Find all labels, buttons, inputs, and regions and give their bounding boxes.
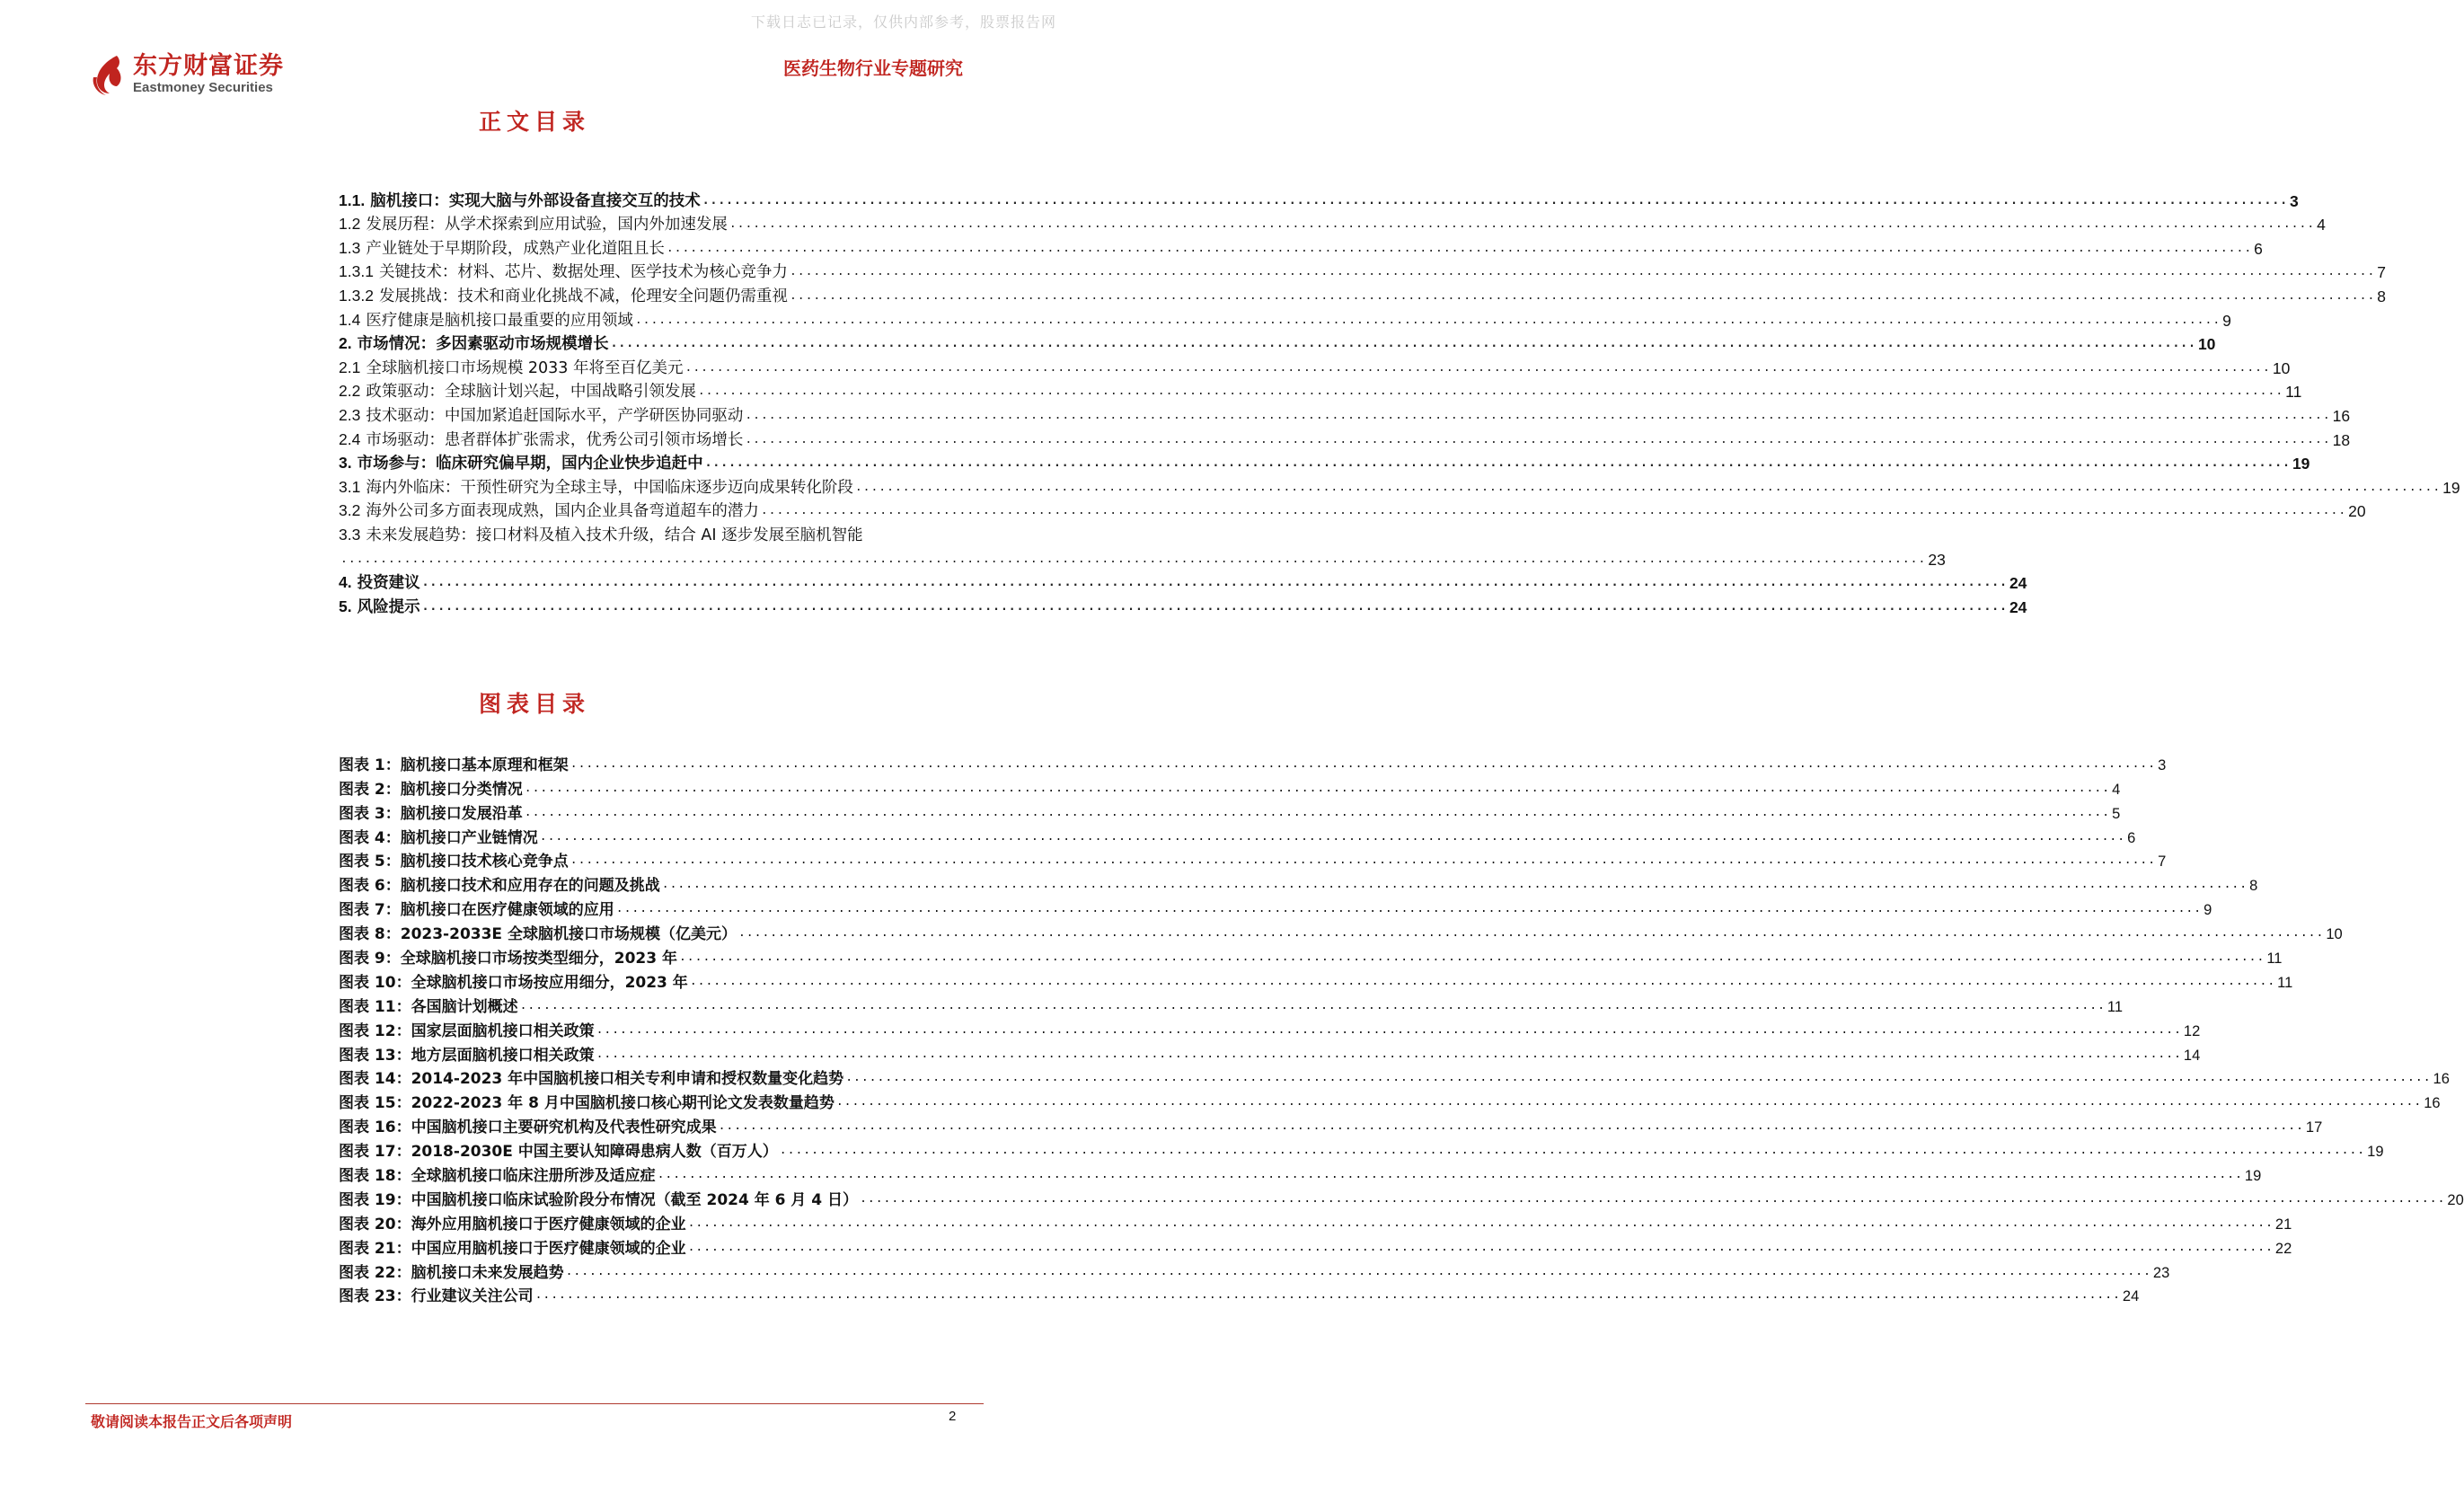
- toc-item-label: 3.3 未来发展趋势：接口材料及植入技术升级，结合 AI 逐步发展至脑机智能: [339, 525, 863, 544]
- toc-item-page: 23: [1928, 550, 1946, 569]
- leader-dots: ........................................................................................................................................................................................................: [860, 1191, 2446, 1206]
- leader-dots: ........................................................................................................................................................................................................: [687, 1240, 2274, 1254]
- toc-item-label: 1.1. 脑机接口：实现大脑与外部设备直接交互的技术: [339, 190, 701, 210]
- figure-label: 图表 13：地方层面脑机接口相关政策: [339, 1046, 595, 1065]
- toc-item-label: 2.1 全球脑机接口市场规模 2033 年将至百亿美元: [339, 358, 684, 377]
- page-number: 2: [949, 1409, 957, 1424]
- logo-english-name: Eastmoney Securities: [133, 80, 273, 95]
- leader-dots: ........................................................................................................................................................................................................: [519, 998, 2106, 1012]
- toc-item[interactable]: [339, 402, 2351, 426]
- figure-list-item[interactable]: [339, 1016, 2201, 1040]
- figure-label: 图表 16：中国脑机接口主要研究机构及代表性研究成果: [339, 1119, 717, 1137]
- toc-item-page: 10: [2272, 358, 2291, 377]
- figure-list-item[interactable]: [339, 1185, 2464, 1209]
- toc-item-label: 3.2 海外公司多方面表现成熟，国内企业具备弯道超车的潜力: [339, 501, 759, 521]
- figure-list-item[interactable]: [339, 1112, 2323, 1137]
- figure-label: 图表 9：全球脑机接口市场按类型细分，2023 年: [339, 950, 677, 968]
- figure-page: 23: [2152, 1264, 2170, 1281]
- figure-page: 7: [2158, 853, 2167, 871]
- figure-list-item[interactable]: [339, 1282, 2140, 1306]
- leader-dots: ........................................................................................................................................................................................................: [570, 853, 2157, 868]
- figure-label: 图表 10：全球脑机接口市场按应用细分，2023 年: [339, 973, 688, 992]
- figure-list-item[interactable]: [339, 1233, 2292, 1258]
- logo-flame-icon: [90, 52, 128, 97]
- figure-list-item[interactable]: [339, 1258, 2170, 1282]
- figure-page: 16: [2433, 1071, 2450, 1088]
- leader-dots: ........................................................................................................................................................................................................: [570, 756, 2157, 771]
- figure-list-item[interactable]: [339, 943, 2283, 968]
- figure-page: 20: [2447, 1191, 2464, 1208]
- toc-item[interactable]: [339, 282, 2387, 306]
- leader-dots: ........................................................................................................................................................................................................: [657, 1168, 2243, 1182]
- toc-item-page: 10: [2197, 335, 2216, 354]
- leader-dots: ........................................................................................................................................................................................................: [610, 337, 2196, 351]
- leader-dots: ........................................................................................................................................................................................................: [534, 1288, 2121, 1303]
- figure-label: 图表 4：脑机接口产业链情况: [339, 828, 538, 847]
- toc-item-page: 20: [2348, 502, 2366, 521]
- toc-item-page: 9: [2222, 311, 2231, 330]
- leader-dots: ........................................................................................................................................................................................................: [729, 217, 2316, 232]
- figure-list-item[interactable]: [339, 823, 2136, 847]
- leader-dots: ........................................................................................................................................................................................................: [596, 1022, 2182, 1037]
- figure-page: 10: [2326, 926, 2343, 943]
- toc-item-page: 16: [2332, 406, 2351, 425]
- leader-dots: ........................................................................................................................................................................................................: [666, 241, 2253, 255]
- leader-dots: ........................................................................................................................................................................................................: [835, 1095, 2423, 1110]
- toc-item-label: 3.1 海内外临床：干预性研究为全球主导，中国临床逐步迈向成果转化阶段: [339, 477, 853, 497]
- figure-label: 图表 3：脑机接口发展沿革: [339, 804, 523, 823]
- figure-page: 11: [2106, 998, 2124, 1015]
- figure-page: 8: [2249, 878, 2258, 895]
- figure-page: 12: [2183, 1022, 2201, 1039]
- figure-list-item[interactable]: [339, 1088, 2441, 1113]
- footer-disclaimer: 敬请阅读本报告正文后各项声明: [91, 1413, 293, 1430]
- figure-page: 19: [2244, 1168, 2262, 1185]
- toc-item[interactable]: [339, 187, 2299, 211]
- figure-list-item[interactable]: [339, 1161, 2262, 1186]
- toc-item[interactable]: [339, 570, 2027, 594]
- figure-page: 24: [2122, 1288, 2140, 1305]
- toc-item-continuation[interactable]: [339, 545, 1946, 570]
- toc-item-page: 8: [2377, 287, 2387, 305]
- leader-dots: ........................................................................................................................................................................................................: [539, 829, 2126, 844]
- leader-dots: ........................................................................................................................................................................................................: [565, 1264, 2151, 1278]
- toc-item-label: 1.4 医疗健康是脑机接口最重要的应用领域: [339, 310, 633, 330]
- toc-item[interactable]: [339, 378, 2302, 402]
- figure-page: 22: [2274, 1240, 2292, 1257]
- figure-list-item[interactable]: [339, 1065, 2450, 1089]
- figure-list-item[interactable]: [339, 774, 2121, 799]
- leader-dots: ........................................................................................................................................................................................................: [684, 360, 2271, 375]
- figure-page: 11: [2266, 951, 2283, 968]
- toc-item[interactable]: [339, 331, 2216, 355]
- toc-item[interactable]: [339, 234, 2263, 259]
- figure-label: 图表 5：脑机接口技术核心竞争点: [339, 853, 569, 871]
- figure-list-item[interactable]: [339, 1209, 2292, 1233]
- leader-dots: ........................................................................................................................................................................................................: [789, 265, 2376, 279]
- toc-item[interactable]: [339, 498, 2366, 522]
- leader-dots: ........................................................................................................................................................................................................: [760, 504, 2347, 518]
- figure-list-item[interactable]: [339, 992, 2124, 1016]
- toc-item-page: 11: [2285, 383, 2302, 402]
- leader-dots: ........................................................................................................................................................................................................: [704, 456, 2291, 471]
- toc-item-page: 7: [2377, 263, 2387, 282]
- figure-list-item[interactable]: [339, 847, 2167, 871]
- figure-label: 图表 12：国家层面脑机接口相关政策: [339, 1021, 595, 1040]
- report-category: 医药生物行业专题研究: [783, 57, 963, 79]
- figure-label: 图表 1：脑机接口基本原理和框架: [339, 756, 569, 774]
- toc-item[interactable]: [339, 354, 2291, 378]
- toc-item[interactable]: [339, 593, 2027, 617]
- toc-item-page: 19: [2292, 455, 2310, 473]
- figure-list-item[interactable]: [339, 871, 2258, 896]
- toc-item-page: 3: [2290, 191, 2299, 210]
- toc-item[interactable]: [339, 306, 2231, 331]
- toc-title: 正文目录: [478, 109, 590, 135]
- figure-label: 图表 2：脑机接口分类情况: [339, 780, 523, 799]
- leader-dots: ........................................................................................................................................................................................................: [524, 805, 2111, 819]
- figure-label: 图表 21：中国应用脑机接口于医疗健康领域的企业: [339, 1239, 686, 1258]
- company-logo: [90, 52, 284, 97]
- leader-dots: ........................................................................................................................................................................................................: [745, 408, 2331, 422]
- toc-item-label: 1.2 发展历程：从学术探索到应用试验，国内外加速发展: [339, 215, 728, 234]
- toc-item-label: 2.2 政策驱动：全球脑计划兴起，中国战略引领发展: [339, 382, 696, 402]
- figure-list-item[interactable]: [339, 750, 2167, 774]
- leader-dots: ........................................................................................................................................................................................................: [421, 599, 2008, 614]
- toc-item-label: 3. 市场参与：临床研究偏早期，国内企业快步追赶中: [339, 454, 703, 473]
- toc-item-page: 24: [2009, 597, 2027, 616]
- figure-label: 图表 18：全球脑机接口临床注册所涉及适应症: [339, 1167, 656, 1186]
- toc-item-label: 4. 投资建议: [339, 573, 420, 593]
- figure-label: 图表 15：2022-2023 年 8 月中国脑机接口核心期刊论文发表数量趋势: [339, 1094, 835, 1113]
- figure-page: 19: [2367, 1144, 2384, 1161]
- toc-item[interactable]: [339, 521, 973, 545]
- figure-page: 16: [2424, 1095, 2441, 1112]
- leader-dots: ........................................................................................................................................................................................................: [737, 926, 2325, 941]
- leader-dots: ........................................................................................................................................................................................................: [687, 1216, 2274, 1230]
- toc-item-label: 1.3.2 发展挑战：技术和商业化挑战不减，伦理安全问题仍需重视: [339, 286, 788, 305]
- figure-label: 图表 19：中国脑机接口临床试验阶段分布情况（截至 2024 年 6 月 4 日）: [339, 1190, 859, 1209]
- toc-item[interactable]: [339, 426, 2351, 450]
- leader-dots: ........................................................................................................................................................................................................: [779, 1144, 2366, 1158]
- table-of-contents: [339, 187, 2460, 617]
- figure-label: 图表 17：2018-2030E 中国主要认知障碍患病人数（百万人）: [339, 1143, 778, 1162]
- toc-item-page: 4: [2317, 216, 2326, 234]
- figures-title: 图表目录: [478, 691, 590, 717]
- footer-divider: [85, 1403, 984, 1404]
- toc-item-label: 1.3.1 关键技术：材料、芯片、数据处理、医学技术为核心竞争力: [339, 262, 788, 282]
- logo-chinese-name: 东方财富证券: [133, 52, 284, 80]
- leader-dots: ........................................................................................................................................................................................................: [661, 878, 2248, 892]
- toc-item-label: 5. 风险提示: [339, 597, 420, 616]
- toc-item[interactable]: [339, 473, 2460, 498]
- figure-page: 9: [2203, 902, 2212, 919]
- figure-list-item[interactable]: [339, 799, 2121, 823]
- leader-dots: ........................................................................................................................................................................................................: [678, 951, 2265, 965]
- figure-label: 图表 8：2023-2033E 全球脑机接口市场规模（亿美元）: [339, 925, 737, 944]
- leader-dots: ........................................................................................................................................................................................................: [854, 480, 2442, 494]
- figure-label: 图表 20：海外应用脑机接口于医疗健康领域的企业: [339, 1215, 686, 1233]
- toc-item-label: 1.3 产业链处于早期阶段，成熟产业化道阻且长: [339, 238, 665, 258]
- figure-page: 14: [2183, 1047, 2201, 1064]
- leader-dots: ........................................................................................................................................................................................................: [524, 781, 2111, 795]
- toc-item[interactable]: [339, 211, 2326, 235]
- figure-page: 3: [2158, 756, 2167, 774]
- figure-label: 图表 14：2014-2023 年中国脑机接口相关专利申请和授权数量变化趋势: [339, 1070, 844, 1089]
- leader-dots: ........................................................................................................................................................................................................: [845, 1071, 2432, 1085]
- leader-dots: ........................................................................................................................................................................................................: [697, 385, 2284, 399]
- leader-dots: ........................................................................................................................................................................................................: [340, 552, 1927, 566]
- figure-page: 5: [2112, 805, 2121, 822]
- figure-page: 17: [2305, 1119, 2323, 1136]
- toc-item-label: 2.3 技术驱动：中国加紧追赶国际水平，产学研医协同驱动: [339, 405, 744, 425]
- figure-label: 图表 23：行业建议关注公司: [339, 1287, 534, 1306]
- figure-list-item[interactable]: [339, 968, 2293, 992]
- figure-page: 11: [2277, 974, 2293, 991]
- list-of-figures: [339, 750, 2464, 1306]
- toc-item-page: 6: [2254, 239, 2263, 258]
- watermark-text: 下载日志已记录，仅供内部参考，股票报告网: [750, 13, 1056, 31]
- toc-item[interactable]: [339, 450, 2310, 474]
- leader-dots: ........................................................................................................................................................................................................: [689, 974, 2276, 988]
- figure-label: 图表 11：各国脑计划概述: [339, 997, 518, 1016]
- figure-label: 图表 7：脑机接口在医疗健康领域的应用: [339, 901, 614, 920]
- leader-dots: ........................................................................................................................................................................................................: [745, 432, 2331, 447]
- toc-item-page: 19: [2442, 478, 2460, 497]
- figure-list-item[interactable]: [339, 1040, 2201, 1065]
- figure-page: 21: [2274, 1216, 2292, 1233]
- figure-list-item[interactable]: [339, 1136, 2384, 1162]
- toc-item-label: 2. 市场情况：多因素驱动市场规模增长: [339, 334, 609, 354]
- leader-dots: ........................................................................................................................................................................................................: [789, 288, 2376, 303]
- figure-label: 图表 6：脑机接口技术和应用存在的问题及挑战: [339, 877, 660, 896]
- toc-item-label: 2.4 市场驱动：患者群体扩张需求，优秀公司引领市场增长: [339, 429, 744, 449]
- toc-item-page: 24: [2009, 574, 2027, 593]
- figure-label: 图表 22：脑机接口未来发展趋势: [339, 1263, 564, 1282]
- figure-list-item[interactable]: [339, 895, 2212, 920]
- toc-item-page: 18: [2332, 430, 2351, 449]
- figure-page: 6: [2127, 829, 2136, 846]
- leader-dots: ........................................................................................................................................................................................................: [421, 576, 2008, 590]
- leader-dots: ........................................................................................................................................................................................................: [596, 1047, 2182, 1061]
- toc-item[interactable]: [339, 259, 2387, 283]
- leader-dots: ........................................................................................................................................................................................................: [634, 313, 2221, 327]
- leader-dots: ........................................................................................................................................................................................................: [615, 902, 2203, 916]
- leader-dots: ........................................................................................................................................................................................................: [718, 1119, 2304, 1134]
- figure-page: 4: [2112, 781, 2121, 798]
- leader-dots: ........................................................................................................................................................................................................: [702, 193, 2289, 208]
- figure-list-item[interactable]: [339, 919, 2343, 944]
